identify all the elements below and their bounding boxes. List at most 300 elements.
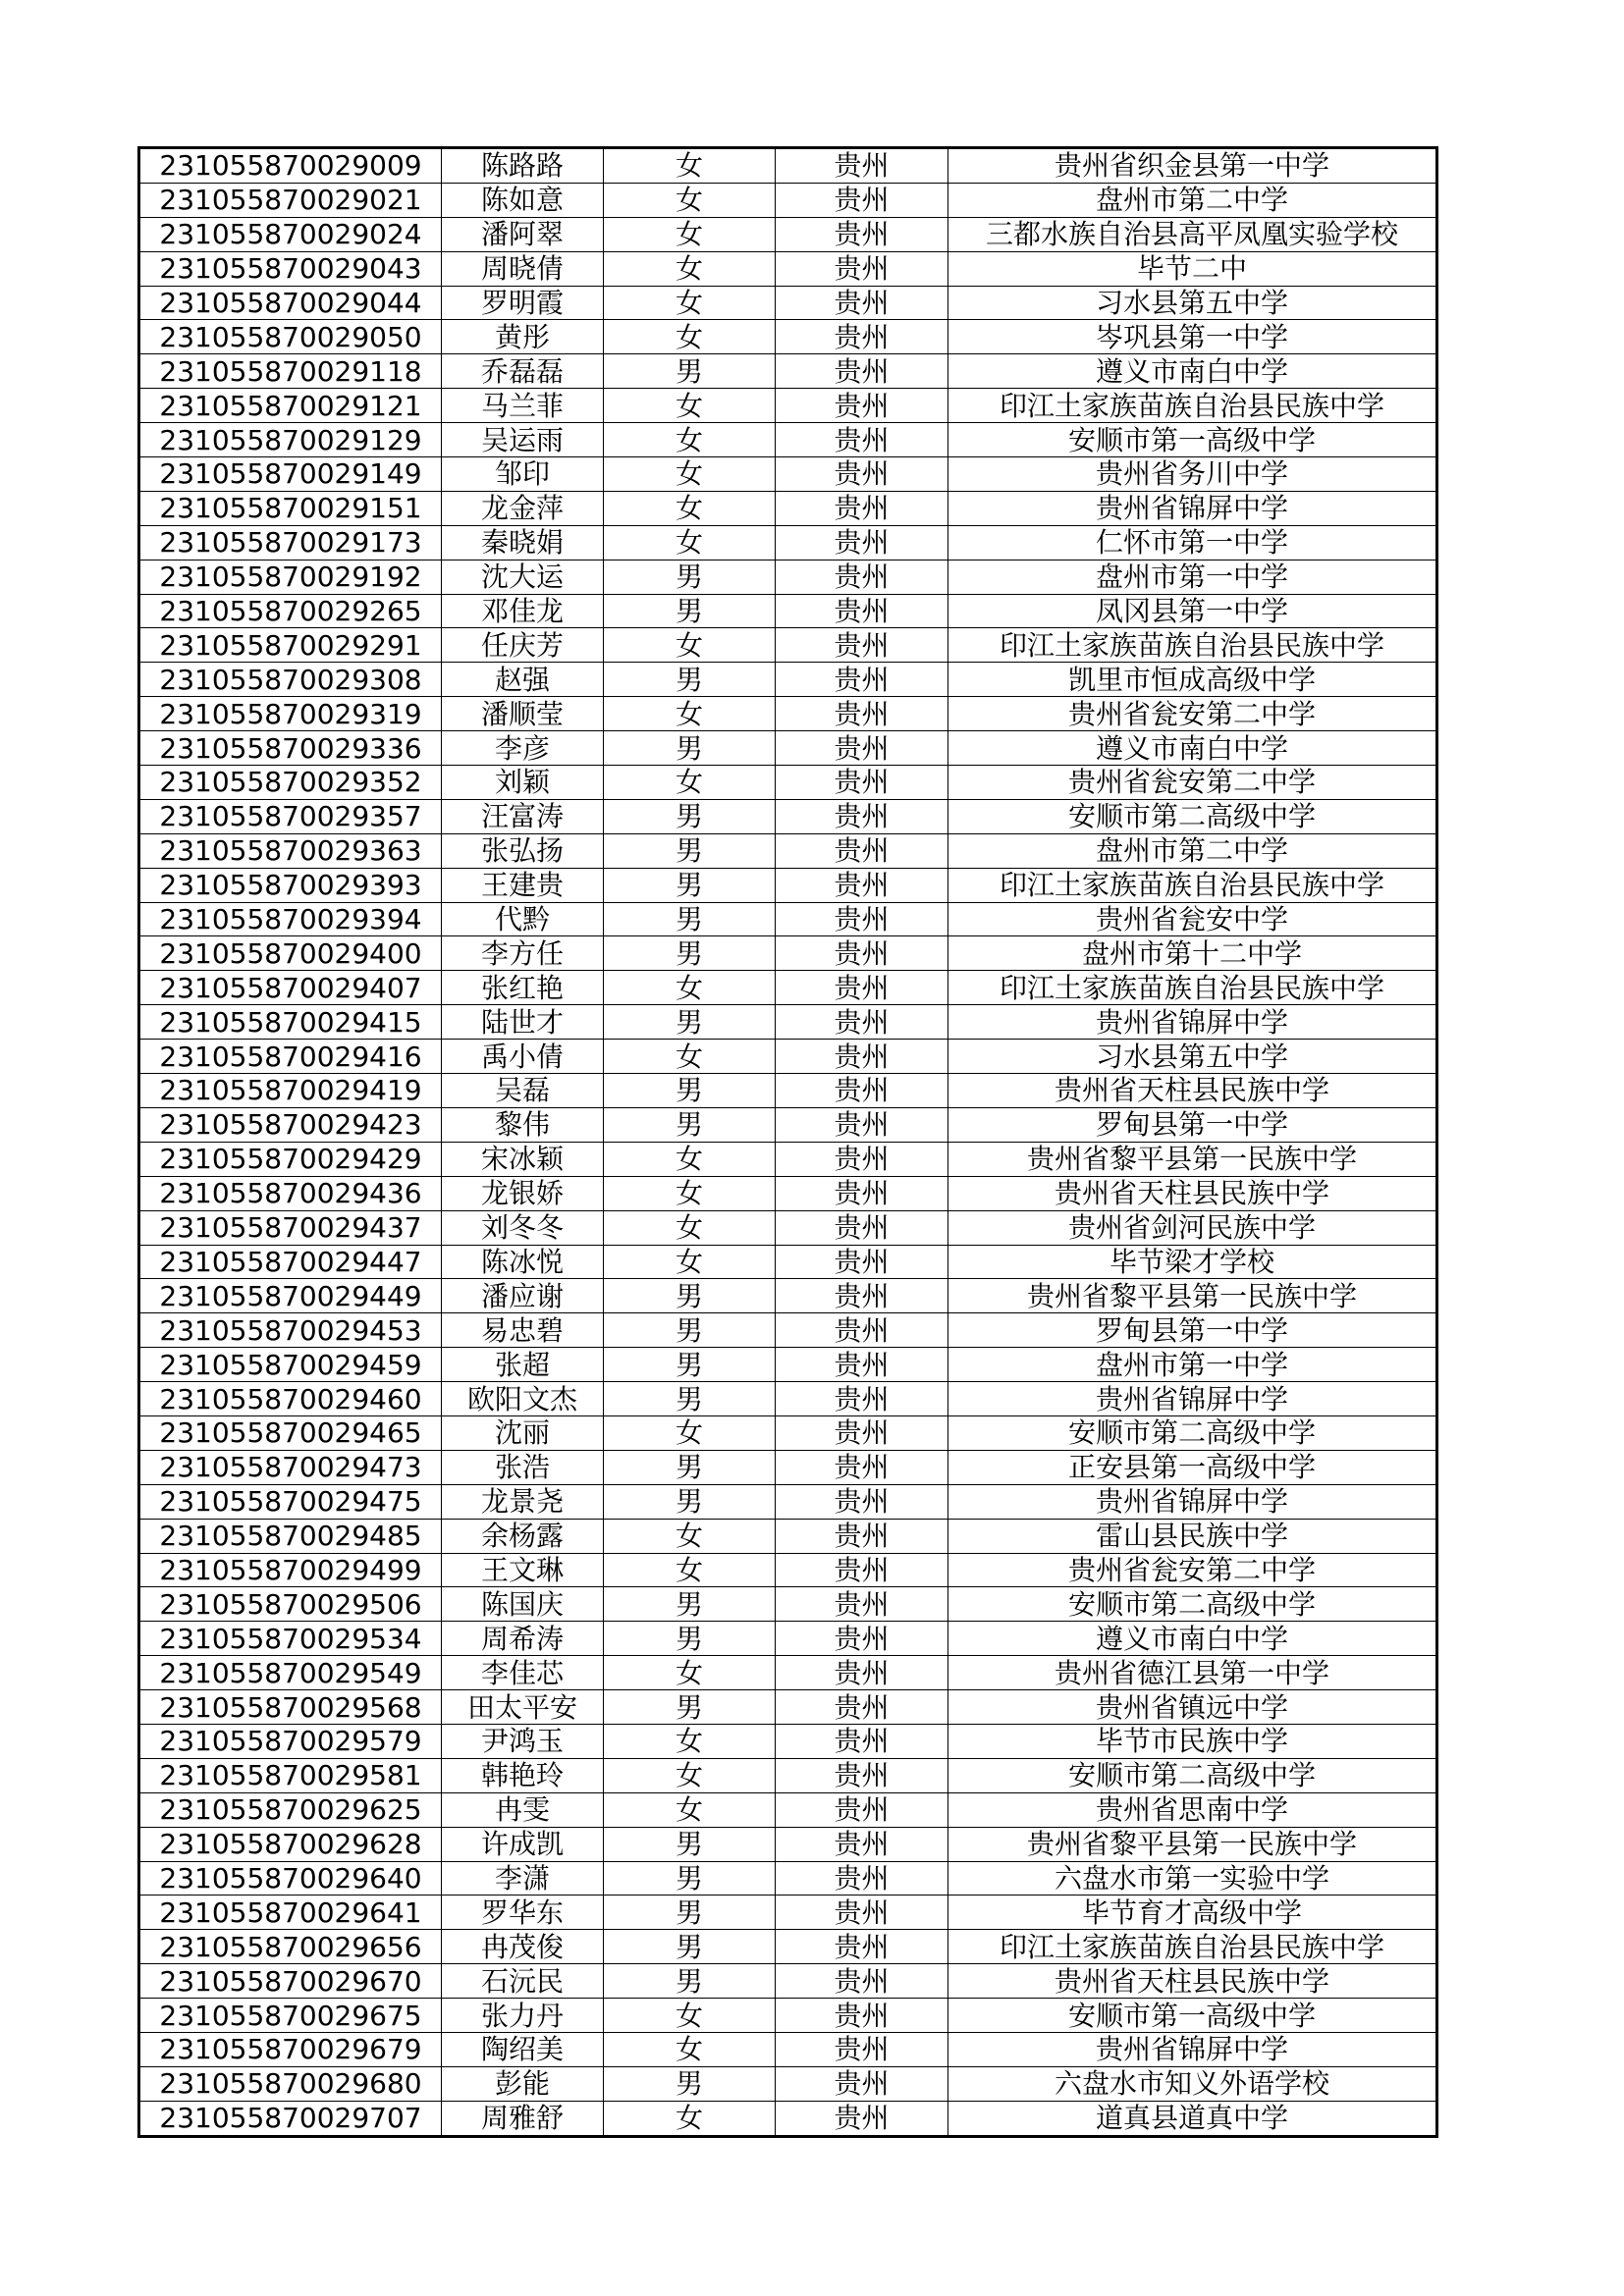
cell-province: 贵州 (776, 1382, 948, 1416)
cell-gender: 女 (604, 628, 776, 663)
cell-student-id: 231055870029465 (139, 1415, 442, 1450)
cell-gender: 女 (604, 525, 776, 560)
cell-name: 周雅舒 (442, 2101, 604, 2136)
cell-student-id: 231055870029506 (139, 1587, 442, 1622)
cell-gender: 男 (604, 1930, 776, 1964)
cell-province: 贵州 (776, 799, 948, 833)
cell-name: 马兰菲 (442, 389, 604, 423)
cell-student-id: 231055870029319 (139, 697, 442, 731)
table-row (139, 1896, 1437, 1930)
cell-school: 印江土家族苗族自治县民族中学 (948, 389, 1437, 423)
table-row (139, 1930, 1437, 1964)
cell-school: 安顺市第二高级中学 (948, 1415, 1437, 1450)
cell-province: 贵州 (776, 2066, 948, 2101)
cell-school: 贵州省黎平县第一民族中学 (948, 1279, 1437, 1313)
cell-name: 秦晓娟 (442, 525, 604, 560)
cell-name: 李方任 (442, 936, 604, 971)
cell-province: 贵州 (776, 971, 948, 1005)
cell-gender: 女 (604, 320, 776, 354)
cell-gender: 女 (604, 1758, 776, 1792)
cell-province: 贵州 (776, 1519, 948, 1553)
cell-student-id: 231055870029675 (139, 1999, 442, 2033)
cell-name: 黄彤 (442, 320, 604, 354)
cell-gender: 女 (604, 491, 776, 525)
cell-student-id: 231055870029044 (139, 286, 442, 320)
cell-province: 贵州 (776, 1964, 948, 1999)
cell-gender: 男 (604, 1382, 776, 1416)
cell-student-id: 231055870029534 (139, 1622, 442, 1656)
table-row (139, 1519, 1437, 1553)
cell-student-id: 231055870029628 (139, 1827, 442, 1861)
table-row (139, 491, 1437, 525)
cell-gender: 女 (604, 1792, 776, 1827)
table-row (139, 1861, 1437, 1896)
cell-name: 刘冬冬 (442, 1210, 604, 1245)
cell-school: 贵州省天柱县民族中学 (948, 1074, 1437, 1108)
cell-gender: 女 (604, 1142, 776, 1176)
table-row (139, 2066, 1437, 2101)
cell-name: 沈大运 (442, 560, 604, 594)
cell-school: 贵州省天柱县民族中学 (948, 1176, 1437, 1210)
cell-gender: 女 (604, 1656, 776, 1690)
cell-gender: 女 (604, 1040, 776, 1074)
cell-gender: 男 (604, 1107, 776, 1142)
table-row (139, 423, 1437, 457)
cell-school: 凯里市恒成高级中学 (948, 663, 1437, 697)
cell-name: 石沅民 (442, 1964, 604, 1999)
cell-gender: 女 (604, 766, 776, 800)
cell-gender: 男 (604, 1622, 776, 1656)
cell-school: 凤冈县第一中学 (948, 594, 1437, 628)
cell-name: 欧阳文杰 (442, 1382, 604, 1416)
table-row (139, 594, 1437, 628)
cell-province: 贵州 (776, 1553, 948, 1587)
cell-school: 盘州市第一中学 (948, 560, 1437, 594)
table-row (139, 731, 1437, 766)
cell-province: 贵州 (776, 354, 948, 389)
cell-student-id: 231055870029475 (139, 1484, 442, 1519)
cell-school: 毕节育才高级中学 (948, 1896, 1437, 1930)
table-row (139, 663, 1437, 697)
table-row (139, 1622, 1437, 1656)
table-row (139, 1210, 1437, 1245)
cell-student-id: 231055870029436 (139, 1176, 442, 1210)
cell-province: 贵州 (776, 1484, 948, 1519)
cell-student-id: 231055870029549 (139, 1656, 442, 1690)
table-row (139, 628, 1437, 663)
cell-name: 王建贵 (442, 868, 604, 902)
cell-name: 周希涛 (442, 1622, 604, 1656)
table-row (139, 1005, 1437, 1040)
cell-student-id: 231055870029291 (139, 628, 442, 663)
cell-gender: 男 (604, 936, 776, 971)
cell-student-id: 231055870029419 (139, 1074, 442, 1108)
cell-name: 尹鸿玉 (442, 1724, 604, 1758)
cell-province: 贵州 (776, 902, 948, 936)
table-row (139, 1758, 1437, 1792)
table-row (139, 697, 1437, 731)
table-row (139, 1279, 1437, 1313)
cell-school: 岑巩县第一中学 (948, 320, 1437, 354)
cell-student-id: 231055870029363 (139, 833, 442, 868)
cell-name: 宋冰颖 (442, 1142, 604, 1176)
cell-student-id: 231055870029021 (139, 183, 442, 217)
cell-gender: 男 (604, 833, 776, 868)
cell-student-id: 231055870029149 (139, 457, 442, 492)
table-row (139, 1040, 1437, 1074)
table-row (139, 1176, 1437, 1210)
cell-name: 王文琳 (442, 1553, 604, 1587)
table-row (139, 1450, 1437, 1484)
student-roster-table (137, 146, 1438, 2138)
table-row (139, 1074, 1437, 1108)
cell-school: 贵州省瓮安第二中学 (948, 1553, 1437, 1587)
cell-gender: 女 (604, 2101, 776, 2136)
cell-student-id: 231055870029265 (139, 594, 442, 628)
cell-name: 李潇 (442, 1861, 604, 1896)
table-row (139, 1964, 1437, 1999)
cell-province: 贵州 (776, 628, 948, 663)
cell-name: 李彦 (442, 731, 604, 766)
cell-name: 陈路路 (442, 148, 604, 184)
cell-name: 冉雯 (442, 1792, 604, 1827)
cell-name: 禹小倩 (442, 1040, 604, 1074)
cell-student-id: 231055870029640 (139, 1861, 442, 1896)
table-row (139, 1142, 1437, 1176)
cell-gender: 女 (604, 1176, 776, 1210)
cell-province: 贵州 (776, 1587, 948, 1622)
cell-school: 贵州省锦屏中学 (948, 2032, 1437, 2066)
cell-province: 贵州 (776, 1245, 948, 1279)
cell-school: 贵州省锦屏中学 (948, 1382, 1437, 1416)
cell-student-id: 231055870029707 (139, 2101, 442, 2136)
cell-name: 赵强 (442, 663, 604, 697)
cell-province: 贵州 (776, 1040, 948, 1074)
cell-student-id: 231055870029024 (139, 217, 442, 251)
table-row (139, 525, 1437, 560)
cell-student-id: 231055870029192 (139, 560, 442, 594)
cell-name: 黎伟 (442, 1107, 604, 1142)
cell-student-id: 231055870029336 (139, 731, 442, 766)
cell-gender: 女 (604, 1210, 776, 1245)
table-row (139, 1999, 1437, 2033)
cell-school: 贵州省锦屏中学 (948, 1005, 1437, 1040)
cell-student-id: 231055870029625 (139, 1792, 442, 1827)
cell-province: 贵州 (776, 1690, 948, 1725)
cell-name: 李佳芯 (442, 1656, 604, 1690)
table-row (139, 217, 1437, 251)
cell-province: 贵州 (776, 560, 948, 594)
cell-student-id: 231055870029679 (139, 2032, 442, 2066)
cell-student-id: 231055870029581 (139, 1758, 442, 1792)
cell-gender: 男 (604, 1827, 776, 1861)
cell-student-id: 231055870029394 (139, 902, 442, 936)
cell-province: 贵州 (776, 183, 948, 217)
cell-student-id: 231055870029415 (139, 1005, 442, 1040)
cell-student-id: 231055870029009 (139, 148, 442, 184)
cell-province: 贵州 (776, 148, 948, 184)
cell-school: 贵州省织金县第一中学 (948, 148, 1437, 184)
cell-school: 贵州省天柱县民族中学 (948, 1964, 1437, 1999)
cell-province: 贵州 (776, 1724, 948, 1758)
cell-province: 贵州 (776, 1622, 948, 1656)
cell-gender: 男 (604, 1690, 776, 1725)
cell-student-id: 231055870029043 (139, 251, 442, 286)
cell-student-id: 231055870029129 (139, 423, 442, 457)
cell-province: 贵州 (776, 525, 948, 560)
cell-name: 张超 (442, 1348, 604, 1382)
cell-gender: 男 (604, 1005, 776, 1040)
cell-province: 贵州 (776, 1450, 948, 1484)
cell-province: 贵州 (776, 868, 948, 902)
cell-gender: 女 (604, 1415, 776, 1450)
cell-school: 贵州省瓮安第二中学 (948, 766, 1437, 800)
cell-province: 贵州 (776, 1999, 948, 2033)
cell-name: 罗华东 (442, 1896, 604, 1930)
cell-student-id: 231055870029473 (139, 1450, 442, 1484)
cell-school: 印江土家族苗族自治县民族中学 (948, 1930, 1437, 1964)
cell-province: 贵州 (776, 1107, 948, 1142)
cell-student-id: 231055870029449 (139, 1279, 442, 1313)
cell-province: 贵州 (776, 1348, 948, 1382)
cell-gender: 女 (604, 286, 776, 320)
cell-school: 雷山县民族中学 (948, 1519, 1437, 1553)
cell-province: 贵州 (776, 2101, 948, 2136)
cell-school: 贵州省德江县第一中学 (948, 1656, 1437, 1690)
cell-gender: 男 (604, 2066, 776, 2101)
cell-name: 彭能 (442, 2066, 604, 2101)
cell-name: 汪富涛 (442, 799, 604, 833)
table-row (139, 183, 1437, 217)
cell-school: 习水县第五中学 (948, 1040, 1437, 1074)
cell-province: 贵州 (776, 1758, 948, 1792)
cell-name: 陈如意 (442, 183, 604, 217)
cell-name: 沈丽 (442, 1415, 604, 1450)
cell-school: 盘州市第二中学 (948, 833, 1437, 868)
cell-student-id: 231055870029352 (139, 766, 442, 800)
cell-school: 安顺市第二高级中学 (948, 799, 1437, 833)
cell-school: 印江土家族苗族自治县民族中学 (948, 971, 1437, 1005)
cell-school: 贵州省黎平县第一民族中学 (948, 1827, 1437, 1861)
cell-school: 罗甸县第一中学 (948, 1107, 1437, 1142)
cell-gender: 女 (604, 217, 776, 251)
cell-gender: 男 (604, 1896, 776, 1930)
cell-school: 贵州省瓮安中学 (948, 902, 1437, 936)
table-row (139, 251, 1437, 286)
cell-province: 贵州 (776, 594, 948, 628)
cell-school: 遵义市南白中学 (948, 354, 1437, 389)
cell-gender: 男 (604, 868, 776, 902)
cell-school: 贵州省镇远中学 (948, 1690, 1437, 1725)
cell-province: 贵州 (776, 1861, 948, 1896)
cell-school: 习水县第五中学 (948, 286, 1437, 320)
cell-gender: 男 (604, 1861, 776, 1896)
cell-province: 贵州 (776, 423, 948, 457)
cell-school: 安顺市第二高级中学 (948, 1587, 1437, 1622)
cell-name: 邓佳龙 (442, 594, 604, 628)
cell-province: 贵州 (776, 1074, 948, 1108)
cell-name: 冉茂俊 (442, 1930, 604, 1964)
cell-school: 毕节梁才学校 (948, 1245, 1437, 1279)
cell-name: 潘顺莹 (442, 697, 604, 731)
cell-school: 毕节二中 (948, 251, 1437, 286)
cell-gender: 男 (604, 663, 776, 697)
cell-province: 贵州 (776, 731, 948, 766)
cell-name: 张力丹 (442, 1999, 604, 2033)
cell-province: 贵州 (776, 491, 948, 525)
cell-province: 贵州 (776, 1313, 948, 1348)
cell-student-id: 231055870029118 (139, 354, 442, 389)
table-row (139, 936, 1437, 971)
cell-gender: 男 (604, 1074, 776, 1108)
cell-province: 贵州 (776, 1415, 948, 1450)
cell-school: 印江土家族苗族自治县民族中学 (948, 628, 1437, 663)
table-row (139, 560, 1437, 594)
cell-gender: 男 (604, 799, 776, 833)
cell-gender: 女 (604, 1245, 776, 1279)
cell-province: 贵州 (776, 1142, 948, 1176)
cell-school: 道真县道真中学 (948, 2101, 1437, 2136)
cell-gender: 女 (604, 697, 776, 731)
cell-gender: 男 (604, 1348, 776, 1382)
table-row (139, 1348, 1437, 1382)
cell-student-id: 231055870029407 (139, 971, 442, 1005)
cell-name: 陶绍美 (442, 2032, 604, 2066)
table-row (139, 1107, 1437, 1142)
cell-gender: 女 (604, 1553, 776, 1587)
cell-school: 遵义市南白中学 (948, 1622, 1437, 1656)
table-row (139, 1724, 1437, 1758)
table-row (139, 1792, 1437, 1827)
table-row (139, 2101, 1437, 2136)
cell-name: 罗明霞 (442, 286, 604, 320)
cell-student-id: 231055870029173 (139, 525, 442, 560)
cell-province: 贵州 (776, 663, 948, 697)
cell-student-id: 231055870029308 (139, 663, 442, 697)
cell-student-id: 231055870029429 (139, 1142, 442, 1176)
cell-gender: 女 (604, 183, 776, 217)
cell-name: 刘颖 (442, 766, 604, 800)
cell-school: 贵州省黎平县第一民族中学 (948, 1142, 1437, 1176)
table-row (139, 457, 1437, 492)
cell-school: 印江土家族苗族自治县民族中学 (948, 868, 1437, 902)
cell-province: 贵州 (776, 936, 948, 971)
cell-student-id: 231055870029459 (139, 1348, 442, 1382)
cell-school: 盘州市第十二中学 (948, 936, 1437, 971)
table-row (139, 320, 1437, 354)
cell-student-id: 231055870029121 (139, 389, 442, 423)
table-row (139, 1656, 1437, 1690)
cell-student-id: 231055870029437 (139, 1210, 442, 1245)
cell-province: 贵州 (776, 1896, 948, 1930)
cell-school: 安顺市第一高级中学 (948, 1999, 1437, 2033)
table-row (139, 766, 1437, 800)
cell-name: 张弘扬 (442, 833, 604, 868)
cell-gender: 男 (604, 1964, 776, 1999)
cell-province: 贵州 (776, 1210, 948, 1245)
cell-name: 代黔 (442, 902, 604, 936)
cell-school: 罗甸县第一中学 (948, 1313, 1437, 1348)
cell-school: 六盘水市知义外语学校 (948, 2066, 1437, 2101)
cell-school: 三都水族自治县高平凤凰实验学校 (948, 217, 1437, 251)
roster-body (139, 148, 1437, 2137)
cell-name: 韩艳玲 (442, 1758, 604, 1792)
cell-school: 盘州市第二中学 (948, 183, 1437, 217)
cell-name: 乔磊磊 (442, 354, 604, 389)
cell-province: 贵州 (776, 766, 948, 800)
cell-name: 邹印 (442, 457, 604, 492)
cell-student-id: 231055870029499 (139, 1553, 442, 1587)
cell-name: 田太平安 (442, 1690, 604, 1725)
table-row (139, 2032, 1437, 2066)
table-row (139, 1690, 1437, 1725)
cell-name: 余杨露 (442, 1519, 604, 1553)
cell-province: 贵州 (776, 389, 948, 423)
cell-student-id: 231055870029568 (139, 1690, 442, 1725)
cell-student-id: 231055870029670 (139, 1964, 442, 1999)
cell-gender: 男 (604, 1450, 776, 1484)
cell-province: 贵州 (776, 697, 948, 731)
cell-gender: 女 (604, 971, 776, 1005)
cell-name: 张红艳 (442, 971, 604, 1005)
cell-school: 盘州市第一中学 (948, 1348, 1437, 1382)
cell-gender: 女 (604, 1999, 776, 2033)
cell-province: 贵州 (776, 251, 948, 286)
cell-school: 遵义市南白中学 (948, 731, 1437, 766)
table-row (139, 1587, 1437, 1622)
table-row (139, 902, 1437, 936)
cell-gender: 男 (604, 1587, 776, 1622)
cell-name: 吴运雨 (442, 423, 604, 457)
cell-province: 贵州 (776, 1005, 948, 1040)
cell-province: 贵州 (776, 217, 948, 251)
cell-school: 贵州省剑河民族中学 (948, 1210, 1437, 1245)
cell-student-id: 231055870029641 (139, 1896, 442, 1930)
cell-gender: 女 (604, 148, 776, 184)
cell-gender: 男 (604, 594, 776, 628)
cell-province: 贵州 (776, 1930, 948, 1964)
table-row (139, 389, 1437, 423)
cell-name: 潘阿翠 (442, 217, 604, 251)
cell-name: 龙银娇 (442, 1176, 604, 1210)
table-row (139, 1313, 1437, 1348)
cell-gender: 男 (604, 731, 776, 766)
cell-province: 贵州 (776, 1656, 948, 1690)
table-row (139, 1484, 1437, 1519)
cell-student-id: 231055870029460 (139, 1382, 442, 1416)
cell-province: 贵州 (776, 2032, 948, 2066)
cell-student-id: 231055870029453 (139, 1313, 442, 1348)
cell-gender: 男 (604, 1484, 776, 1519)
cell-name: 易忠碧 (442, 1313, 604, 1348)
cell-school: 贵州省瓮安第二中学 (948, 697, 1437, 731)
cell-student-id: 231055870029485 (139, 1519, 442, 1553)
cell-province: 贵州 (776, 1792, 948, 1827)
table-row (139, 1827, 1437, 1861)
cell-school: 贵州省锦屏中学 (948, 491, 1437, 525)
cell-name: 吴磊 (442, 1074, 604, 1108)
cell-province: 贵州 (776, 457, 948, 492)
cell-name: 陈国庆 (442, 1587, 604, 1622)
table-row (139, 1415, 1437, 1450)
cell-student-id: 231055870029400 (139, 936, 442, 971)
table-row (139, 1553, 1437, 1587)
cell-name: 龙金萍 (442, 491, 604, 525)
cell-gender: 女 (604, 389, 776, 423)
cell-student-id: 231055870029680 (139, 2066, 442, 2101)
table-row (139, 148, 1437, 184)
cell-school: 安顺市第一高级中学 (948, 423, 1437, 457)
